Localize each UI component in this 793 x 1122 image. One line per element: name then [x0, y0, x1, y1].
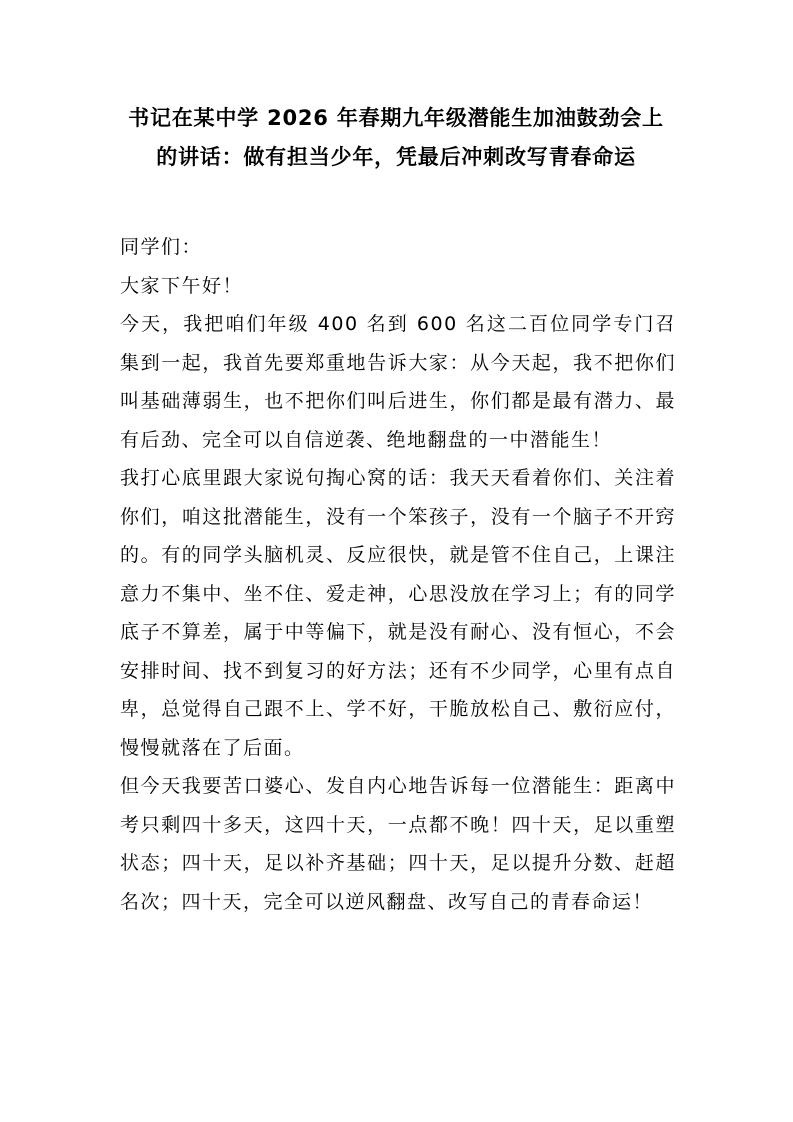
document-body	[120, 228, 676, 921]
body-paragraph: 我打心底里跟大家说句掏心窝的话：我天天看着你们、关注着你们，咱这批潜能生，没有一个笨孩子，没有一个脑子不开窍的。有的同学头脑机灵、反应很快，就是管不住自己，上课注意力不集中、坐不住、爱走神，心思没放在学习上；有的同学底子不算差，属于中等偏下，就是没有耐心、没有恒心，不会安排时间、找不到复习的好方法；还有不少同学，心里有点自卑，总觉得自己跟不上、学不好，干脆放松自己、敷衍应付，慢慢就落在了后面。	[120, 467, 676, 759]
body-paragraph: 今天，我把咱们年级 400 名到 600 名这二百位同学专门召集到一起，我首先要郑重地告诉大家：从今天起，我不把你们叫基础薄弱生，也不把你们叫后进生，你们都是最有潜力、最有后劲、完全可以自信逆袭、绝地翻盘的一中潜能生！	[120, 313, 676, 451]
document-title: 书记在某中学 2026 年春期九年级潜能生加油鼓劲会上的讲话：做有担当少年，凭最后冲刺改写青春命运	[128, 106, 664, 169]
salutation: 同学们：	[120, 236, 203, 258]
greeting: 大家下午好！	[120, 274, 244, 297]
body-paragraph: 但今天我要苦口婆心、发自内心地告诉每一位潜能生：距离中考只剩四十多天，这四十天，一点都不晚！四十天，足以重塑状态；四十天，足以补齐基础；四十天，足以提升分数、赶超名次；四十天，完全可以逆风翻盘、改写自己的青春命运！	[120, 775, 676, 913]
